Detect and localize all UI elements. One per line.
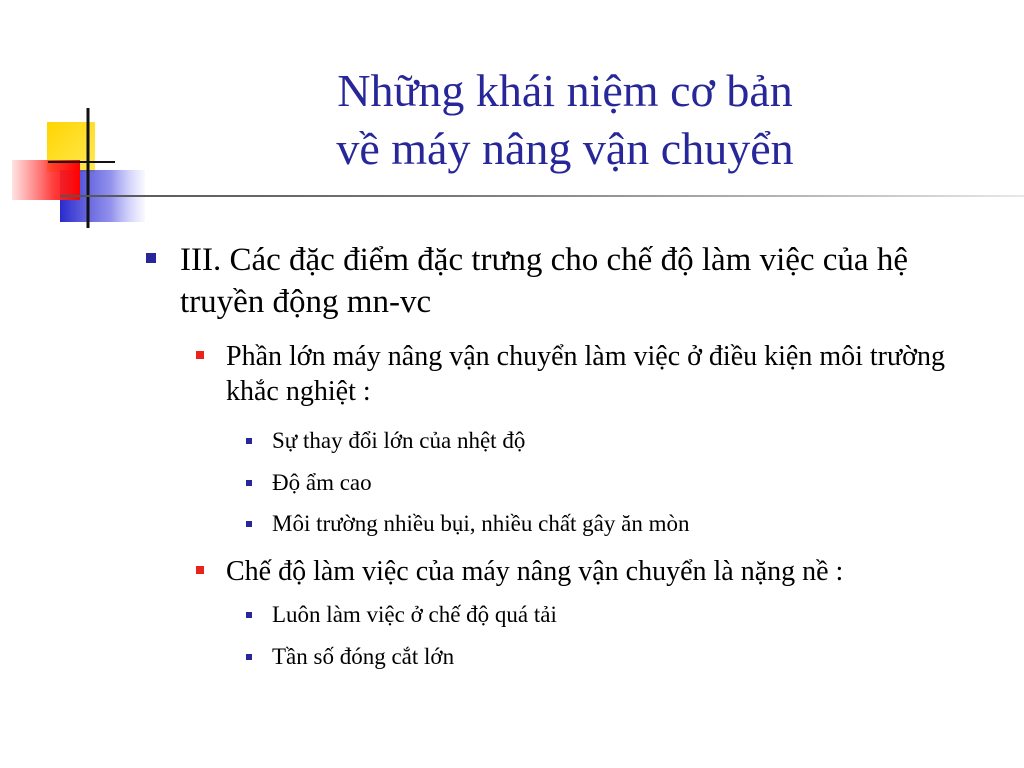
square-bullet-icon	[246, 480, 252, 486]
slide-title-line-1: Những khái niệm cơ bản	[337, 65, 793, 116]
square-bullet-icon	[246, 654, 252, 660]
square-bullet-icon	[196, 351, 204, 359]
square-bullet-icon	[246, 612, 252, 618]
bullet-text: Môi trường nhiều bụi, nhiều chất gây ăn mòn	[272, 511, 690, 536]
square-bullet-icon	[196, 566, 204, 574]
bullet-item-level-3	[272, 426, 972, 456]
bullet-item-level-2	[226, 554, 986, 589]
bullet-text: Sự thay đổi lớn của nhệt độ	[272, 428, 526, 453]
square-bullet-icon	[246, 521, 252, 527]
square-bullet-icon	[246, 438, 252, 444]
bullet-text: Luôn làm việc ở chế độ quá tải	[272, 602, 557, 627]
bullet-text: III. Các đặc điểm đặc trưng cho chế độ làm việc của hệ truyền động mn-vc	[180, 242, 908, 320]
bullet-item-level-1	[180, 239, 970, 323]
bullet-text: Phần lớn máy nâng vận chuyển làm việc ở điều kiện môi trường khắc nghiệt :	[226, 341, 945, 407]
bullet-item-level-3	[272, 600, 972, 630]
bullet-item-level-3	[272, 642, 972, 672]
bullet-item-level-3	[272, 509, 972, 539]
bullet-text: Tần số đóng cắt lớn	[272, 644, 455, 669]
slide-title-line-2: về máy nâng vận chuyển	[336, 123, 794, 174]
bullet-text: Chế độ làm việc của máy nâng vận chuyển là nặng nề :	[226, 556, 844, 587]
bullet-text: Độ ẩm cao	[272, 470, 372, 495]
square-bullet-icon	[146, 253, 156, 263]
bullet-item-level-3	[272, 468, 972, 498]
bullet-item-level-2	[226, 339, 986, 409]
